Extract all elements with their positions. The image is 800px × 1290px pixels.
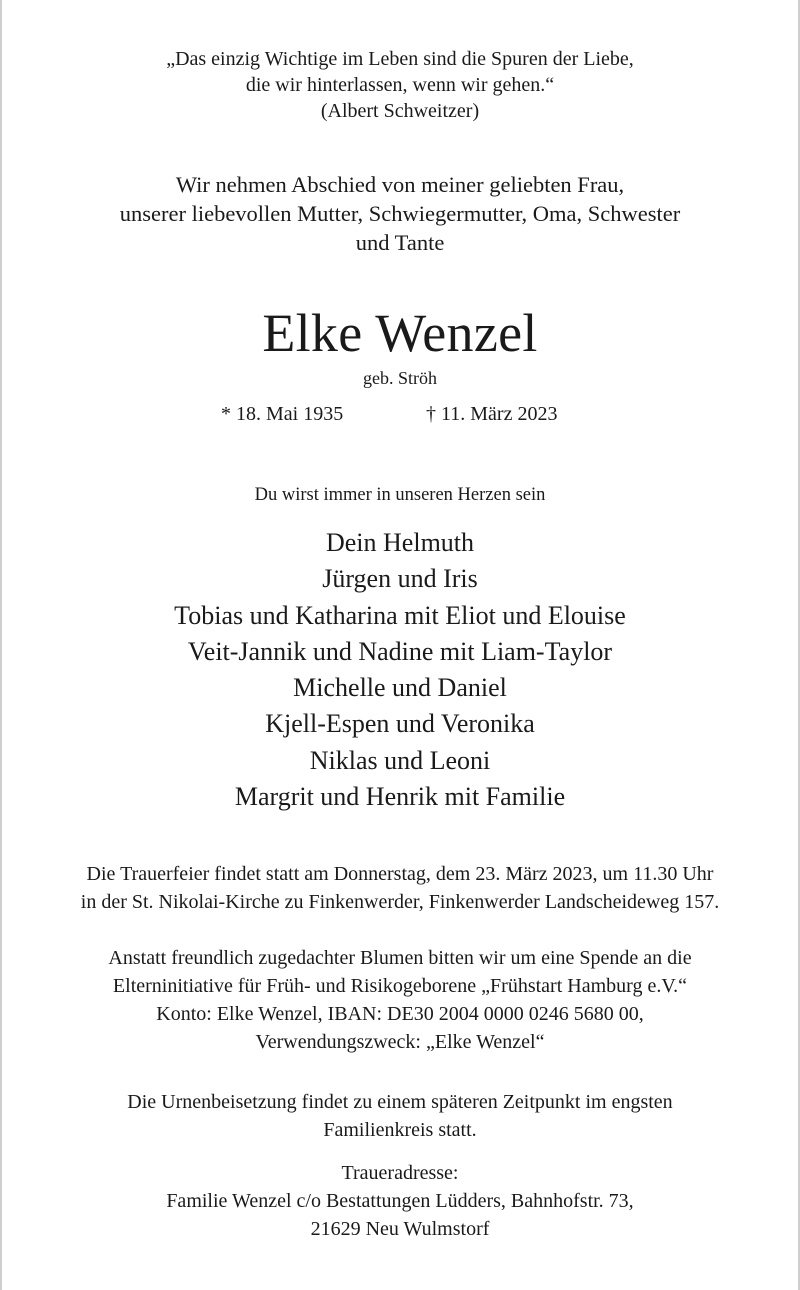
mourner-line: Jürgen und Iris [322, 564, 478, 594]
quote-line: „Das einzig Wichtige im Leben sind die Spuren der Liebe, [166, 48, 634, 70]
donation-info [2, 944, 798, 1056]
ceremony-line: Die Trauerfeier findet statt am Donnerstag, dem 23. März 2023, um 11.30 Uhr [86, 863, 714, 885]
mourning-address [2, 1159, 798, 1243]
death-date: † 11. März 2023 [426, 403, 558, 425]
mourner-line: Kjell-Espen und Veronika [265, 709, 535, 739]
mourners-list [2, 525, 798, 815]
quote [2, 46, 798, 124]
urn-burial-info [2, 1088, 798, 1144]
burial-line: Familienkreis statt. [323, 1119, 477, 1141]
quote-line: die wir hinterlassen, wenn wir gehen.“ [245, 74, 555, 96]
donation-account: Konto: Elke Wenzel, IBAN: DE30 2004 0000 0246 5680 00, [156, 1003, 644, 1025]
address-line: 21629 Neu Wulmstorf [310, 1218, 490, 1240]
mourner-line: Niklas und Leoni [309, 745, 491, 775]
mourner-line: Tobias und Katharina mit Eliot und Elouise [174, 600, 626, 630]
deceased-name: Elke Wenzel [262, 303, 538, 363]
mourner-line: Michelle und Daniel [293, 673, 507, 703]
donation-line: Elterninitiative für Früh- und Risikogeborene „Frühstart Hamburg e.V.“ [112, 975, 688, 997]
intro-line: Wir nehmen Abschied von meiner geliebten Frau, [175, 172, 625, 197]
intro-line: unserer liebevollen Mutter, Schwiegermutter, Oma, Schwester [119, 201, 681, 226]
ceremony-line: in der St. Nikolai-Kirche zu Finkenwerder, Finkenwerder Landscheideweg 157. [80, 891, 720, 913]
donation-line: Anstatt freundlich zugedachter Blumen bitten wir um eine Spende an die [108, 947, 692, 969]
motto: Du wirst immer in unseren Herzen sein [254, 485, 546, 505]
farewell-intro [2, 170, 798, 257]
donation-reference: Verwendungszweck: „Elke Wenzel“ [255, 1031, 545, 1053]
burial-line: Die Urnenbeisetzung findet zu einem späteren Zeitpunkt im engsten [127, 1091, 673, 1113]
address-label: Traueradresse: [341, 1162, 459, 1184]
maiden-name: geb. Ströh [363, 368, 437, 388]
funeral-ceremony-info [2, 860, 798, 916]
address-line: Familie Wenzel c/o Bestattungen Lüdders, Bahnhofstr. 73, [166, 1190, 634, 1212]
mourner-line: Dein Helmuth [325, 528, 475, 557]
mourner-line: Veit-Jannik und Nadine mit Liam-Taylor [187, 636, 613, 666]
birth-date: * 18. Mai 1935 [221, 403, 344, 425]
mourner-line: Margrit und Henrik mit Familie [234, 782, 566, 812]
quote-author: (Albert Schweitzer) [320, 100, 480, 122]
intro-line: und Tante [355, 230, 445, 255]
